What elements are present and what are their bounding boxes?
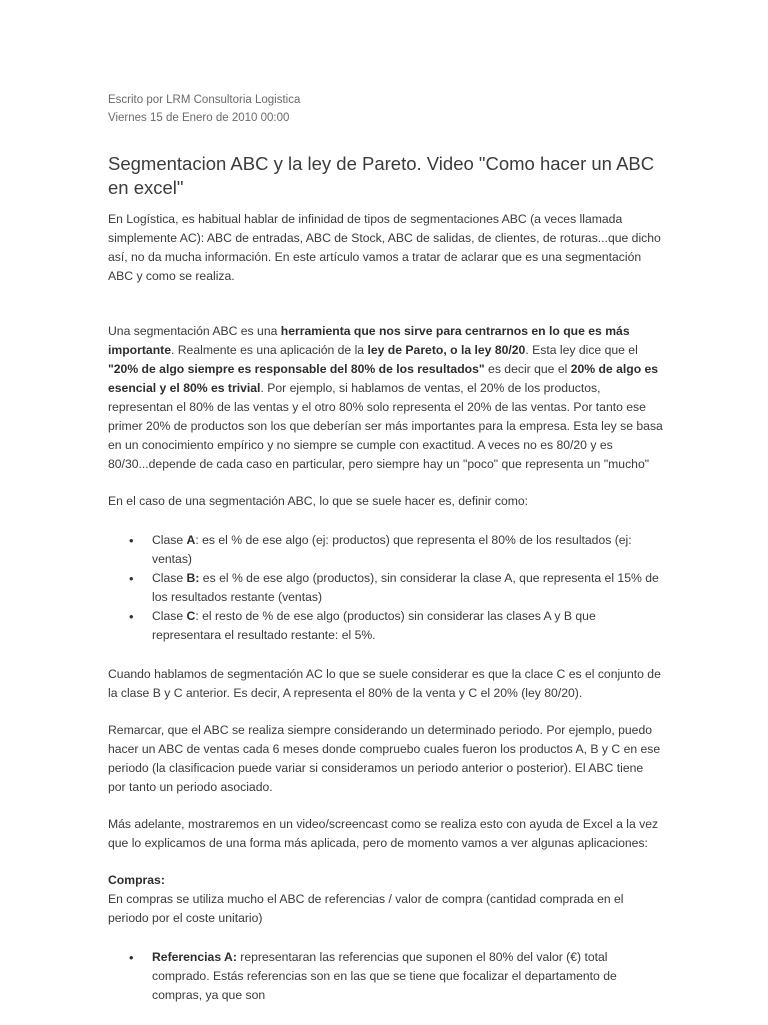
compras-heading: Compras: (108, 873, 165, 887)
class-letter: B: (186, 571, 200, 585)
abc-intro-paragraph: En el caso de una segmentación ABC, lo que se suele hacer es, definir como: (108, 494, 529, 508)
class-prefix: Clase (152, 609, 187, 623)
intro-paragraph: En Logística, es habitual hablar de infinidad de tipos de segmentaciones ABC (a veces llamada simplemente AC): ABC de entradas, ABC de Stock, ABC de salidas, de clientes, de roturas...que dicho así, no da mucha información. En este artículo vamos a tratar de aclarar que es una segmentación ABC y como se realiza. (108, 212, 661, 283)
list-item-referencias-a (152, 948, 664, 1005)
definition-paragraph (108, 322, 664, 474)
definition-bold-1: herramienta que nos sirve para centrarnos en lo que es más importante (108, 324, 630, 357)
definition-text-5: . Por ejemplo, si hablamos de ventas, el 20% de los productos, representan el 80% de las ventas y el otro 80% solo representa el 20% de las ventas. Por tanto ese primer 20% de productos son los que deberían ser más importantes para la empresa. Esta ley se basa en un conocimiento empírico y no siempre se cumple con exactitud. A veces no es 80/20 y es 80/30...depende de cada caso en particular, pero siempre hay un "poco" que representa un "mucho" (108, 381, 663, 471)
compras-section (108, 871, 664, 928)
class-prefix: Clase (152, 571, 187, 585)
class-description: : el resto de % de ese algo (productos) sin considerar las clases A y B que representara el resultado restante: el 5%. (152, 609, 596, 642)
compras-text: En compras se utiliza mucho el ABC de referencias / valor de compra (cantidad comprada en el periodo por el coste unitario) (108, 892, 624, 925)
definition-text-3: . Esta ley dice que el (525, 343, 638, 357)
definition-bold-3: "20% de algo siempre es responsable del 80% de los resultados" (108, 362, 485, 376)
referencias-text: representaran las referencias que suponen el 80% del valor (€) total comprado. Estás referencias son en las que se tiene que focalizar el departamento de compras, ya que son (152, 950, 617, 1002)
definition-text-4: es decir que el (484, 362, 571, 376)
list-item-class-c (152, 607, 664, 645)
article-date: Viernes 15 de Enero de 2010 00:00 (108, 112, 290, 124)
class-prefix: Clase (152, 533, 187, 547)
definition-text-2: . Realmente es una aplicación de la (170, 343, 368, 357)
article-author: Escrito por LRM Consultoria Logistica (108, 94, 301, 106)
article-title: Segmentacion ABC y la ley de Pareto. Video "Como hacer un ABC en excel" (108, 153, 655, 198)
definition-bold-4: 20% de algo es esencial y el 80% es trivial (108, 362, 659, 395)
article-body (108, 210, 664, 1025)
class-description: es el % de ese algo (productos), sin considerar la clase A, que representa el 15% de los resultados restante (ventas) (152, 571, 659, 604)
period-paragraph: Remarcar, que el ABC se realiza siempre considerando un determinado periodo. Por ejemplo, puedo hacer un ABC de ventas cada 6 meses donde compruebo cuales fueron los productos A, B y C en ese periodo (la clasificacion puede variar si consideramos un periodo anterior o posterior). El ABC tiene por tanto un periodo asociado. (108, 723, 661, 794)
ac-paragraph: Cuando hablamos de segmentación AC lo que se suele considerar es que la clace C es el conjunto de la clase B y C anterior. Es decir, A representa el 80% de la venta y C el 20% (ley 80/20). (108, 667, 661, 700)
definition-bold-2: ley de Pareto, o la ley 80/20 (367, 343, 526, 357)
video-paragraph: Más adelante, mostraremos en un video/screencast como se realiza esto con ayuda de Excel a la vez que lo explicamos de una forma más aplicada, pero de momento vamos a ver algunas aplicaciones: (108, 817, 659, 850)
definition-text-1: Una segmentación ABC es una (108, 324, 281, 338)
class-description: : es el % de ese algo (ej: productos) que representa el 80% de los resultados (ej: ventas) (152, 533, 632, 566)
class-letter: A (186, 533, 196, 547)
list-item-class-b (152, 569, 664, 607)
class-letter: C (186, 609, 196, 623)
referencias-label: Referencias A: (152, 950, 237, 964)
list-item-class-a (152, 531, 664, 569)
compras-list (108, 948, 664, 1005)
class-list (108, 531, 664, 645)
